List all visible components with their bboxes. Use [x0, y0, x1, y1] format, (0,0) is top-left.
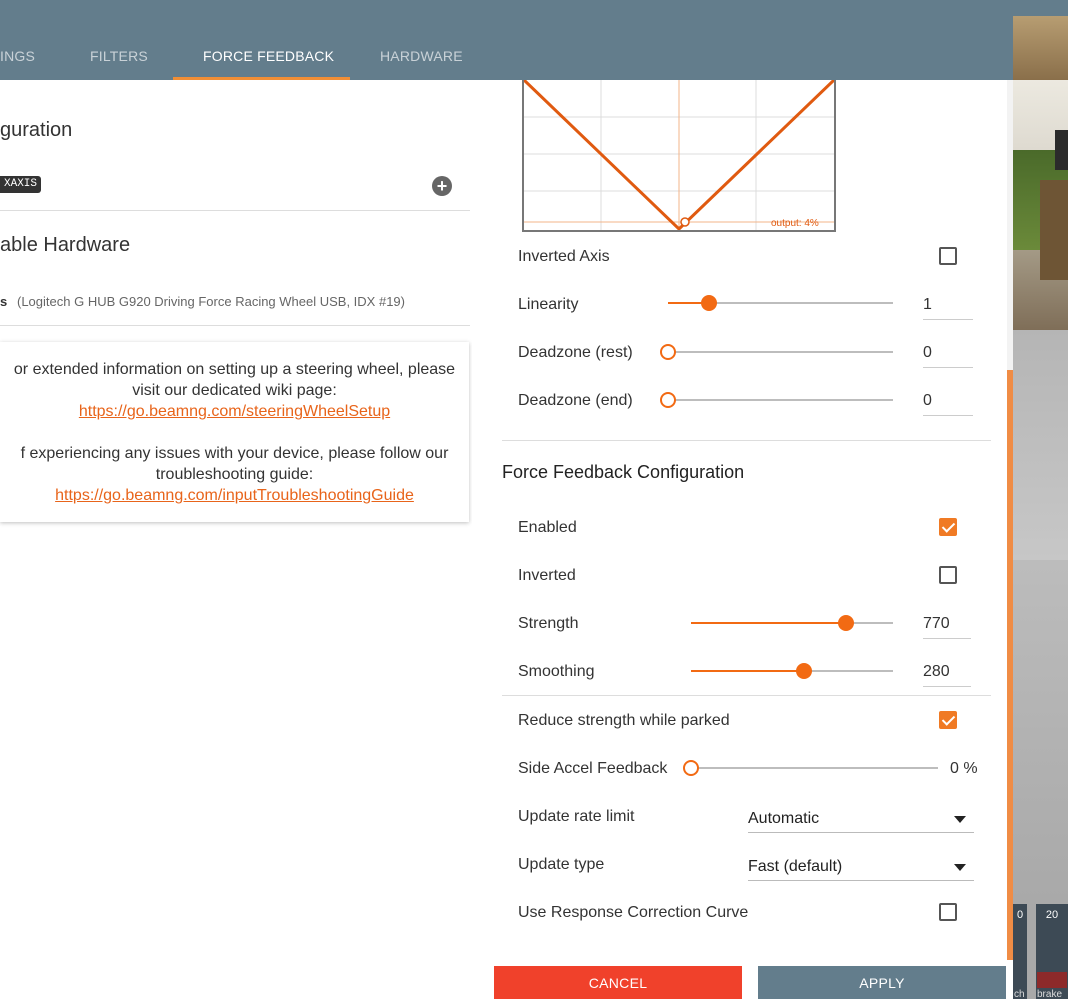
linearity-slider[interactable] [668, 302, 893, 304]
top-tab-bar [0, 0, 1013, 80]
game-background-window [1055, 130, 1068, 170]
update-rate-label: Update rate limit [518, 808, 635, 825]
hud-gauge-clutch [1013, 904, 1027, 999]
strength-slider-fill [691, 622, 846, 624]
axis-chip[interactable]: XAXIS [0, 176, 41, 193]
update-type-select[interactable] [748, 855, 974, 881]
tab-force-feedback[interactable]: FORCE FEEDBACK [203, 48, 335, 64]
left-panel [0, 80, 472, 999]
strength-label: Strength [518, 615, 579, 632]
divider [502, 440, 991, 441]
deadzone-end-slider[interactable] [668, 399, 893, 401]
deadzone-rest-value[interactable]: 0 [923, 344, 973, 368]
inverted-axis-checkbox[interactable] [939, 247, 957, 265]
deadzone-end-value[interactable]: 0 [923, 392, 973, 416]
side-accel-value: 0 % [950, 760, 978, 777]
game-background-door [1040, 180, 1068, 280]
reduce-parked-label: Reduce strength while parked [518, 712, 730, 729]
available-hardware-heading: able Hardware [0, 234, 131, 256]
divider [0, 325, 470, 326]
tab-hardware[interactable]: HARDWARE [380, 48, 463, 64]
deadzone-rest-slider-thumb[interactable] [660, 344, 676, 360]
hud-gauge-clutch-caption: ch [1014, 989, 1025, 999]
ffb-inverted-label: Inverted [518, 567, 576, 584]
inverted-axis-label: Inverted Axis [518, 248, 610, 265]
smoothing-slider[interactable] [691, 670, 893, 672]
smoothing-label: Smoothing [518, 663, 595, 680]
divider [0, 210, 470, 211]
configuration-heading: guration [0, 119, 73, 141]
deadzone-end-slider-thumb[interactable] [660, 392, 676, 408]
strength-slider[interactable] [691, 622, 893, 624]
side-accel-slider[interactable] [691, 767, 938, 769]
hud-gauge-brake-caption: brake [1037, 989, 1063, 999]
update-rate-selected: Automatic [748, 810, 820, 827]
add-binding-icon[interactable]: + [432, 176, 452, 196]
info-line: f experiencing any issues with your device, please follow our [20, 445, 449, 462]
reduce-parked-checkbox[interactable] [939, 711, 957, 729]
smoothing-slider-thumb[interactable] [796, 663, 812, 679]
linearity-label: Linearity [518, 296, 579, 313]
deadzone-end-label: Deadzone (end) [518, 392, 633, 409]
info-line: or extended information on setting up a steering wheel, please [13, 361, 456, 378]
response-curve-svg [524, 80, 834, 230]
hud-gauge-clutch-value: 0 [1016, 909, 1024, 921]
linearity-value[interactable]: 1 [923, 296, 973, 320]
hardware-detail: (Logitech G HUB G920 Driving Force Racing Wheel USB, IDX #19) [17, 294, 405, 309]
deadzone-rest-label: Deadzone (rest) [518, 344, 633, 361]
side-accel-slider-thumb[interactable] [683, 760, 699, 776]
apply-button[interactable]: APPLY [758, 966, 1006, 999]
scrollbar-thumb[interactable] [1007, 370, 1013, 960]
deadzone-rest-slider[interactable] [668, 351, 893, 353]
response-curve-chart [522, 80, 836, 232]
strength-value[interactable]: 770 [923, 615, 971, 639]
ffb-enabled-label: Enabled [518, 519, 577, 536]
top-tab-bar-extension [1013, 0, 1068, 16]
divider [502, 695, 991, 696]
ffb-enabled-checkbox[interactable] [939, 518, 957, 536]
chevron-down-icon [954, 864, 966, 871]
tab-filters[interactable]: FILTERS [90, 48, 148, 64]
response-curve-checkbox[interactable] [939, 903, 957, 921]
wiki-link[interactable]: https://go.beamng.com/steeringWheelSetup [78, 403, 391, 420]
hud-gauge-brake [1036, 904, 1068, 999]
update-rate-select[interactable] [748, 807, 974, 833]
smoothing-slider-fill [691, 670, 804, 672]
update-type-selected: Fast (default) [748, 858, 843, 875]
ffb-heading: Force Feedback Configuration [502, 462, 745, 482]
tab-bindings[interactable]: INGS [0, 48, 36, 64]
hud-gauge-brake-fill [1037, 972, 1067, 988]
info-card [0, 342, 469, 522]
response-curve-label: Use Response Correction Curve [518, 904, 749, 921]
hud-gauge-brake-value: 20 [1045, 909, 1059, 921]
linearity-slider-thumb[interactable] [701, 295, 717, 311]
strength-slider-thumb[interactable] [838, 615, 854, 631]
cancel-button[interactable]: CANCEL [494, 966, 742, 999]
troubleshooting-link[interactable]: https://go.beamng.com/inputTroubleshootingGuide [55, 487, 414, 504]
ffb-inverted-checkbox[interactable] [939, 566, 957, 584]
smoothing-value[interactable]: 280 [923, 663, 971, 687]
side-accel-label: Side Accel Feedback [518, 760, 668, 777]
info-line: troubleshooting guide: [155, 466, 314, 483]
update-type-label: Update type [518, 856, 605, 873]
hardware-name: s [0, 294, 8, 309]
chart-output-label: output: 4% [771, 218, 819, 229]
chevron-down-icon [954, 816, 966, 823]
info-line: visit our dedicated wiki page: [132, 382, 337, 399]
